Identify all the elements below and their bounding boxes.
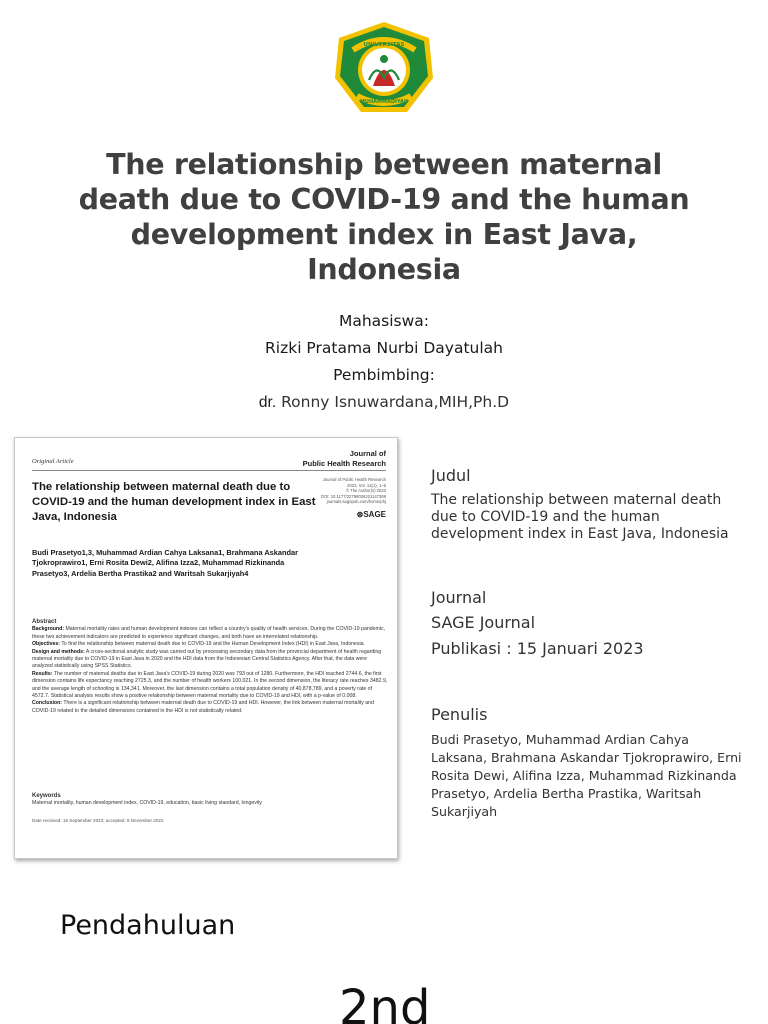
meta-line: Journal of Public Health Research	[322, 477, 386, 482]
journal-label: Journal	[431, 588, 487, 607]
abstract-design: Design and methods: A cross-sectional analytic study was carried out by processing secondary data from the provincial department of health regarding maternal mortality due to COVID-19 in East Java in 2020 and the HDI data from the Indonesian Central Statistics Agency. After that, the data were analyzed statistically using SPSS Statistics.	[32, 648, 382, 670]
student-label: Mahasiswa:	[338, 312, 430, 330]
abstract-background: Background: Maternal mortality rates and human development indexes can reflect a country's quality of health services. During the COVID-19 pandemic, these two achievement indicators are predicted to experience significant changes, and both have an interrelated relationship.	[32, 626, 386, 640]
student-name: Rizki Pratama Nurbi Dayatulah	[265, 339, 503, 357]
penulis-label: Penulis	[431, 705, 488, 724]
paper-thumbnail	[14, 437, 398, 859]
journal-name-line2: Public Health Research	[302, 459, 386, 468]
meta-line: DOI: 10.1177/22799036221147369	[320, 493, 386, 499]
abstract-objectives: Objectives: To find the relationship between maternal death due to COVID-19 and the Human Development Index (HDI) in East Java, Indonesia.	[32, 641, 365, 648]
journal-value: SAGE Journal	[431, 613, 536, 632]
abstract-results: Results: The number of maternal deaths due to East Java's COVID-19 during 2020 was 793 out of 1280. Furthermore, the HDI reached 2744.6, the first dimension contains life expectancy reaching 2725.3, and the number of health workers 100,021. In the second dimension, the literacy rate reaches 3482.9, and the average length of schooling is 134,341. Moreover, the last dimension contains a total population density of 40,878,789, and a poverty rate of 4572.7. Statistical analysis results show a positive relationship between maternal mortality due to COVID-19 and HDI, with a p-value of 0.008.	[32, 670, 388, 700]
supervisor-line	[0, 389, 768, 416]
publisher-logo: ⊛SAGE	[356, 510, 386, 519]
paper-abstract	[32, 619, 388, 715]
paper-title: The relationship between maternal death due to COVID-19 and the human development index in East Java, Indonesia	[32, 481, 316, 523]
paper-dates: Date received: 16 September 2022; accepted: 8 December 2022	[32, 818, 164, 823]
page-title: The relationship between maternal death due to COVID-19 and the human development index in East Java, Indonesia	[78, 148, 690, 286]
crest-top-text: UNIVERSITAS	[363, 42, 405, 48]
article-type: Original Article	[32, 458, 74, 465]
meta-line: 2023, Vol. 12(1), 1–6	[347, 482, 386, 488]
penulis-value: Budi Prasetyo, Muhammad Ardian Cahya Laksana, Brahmana Askandar Tjokroprawiro, Erni Rosita Dewi, Alifina Izza, Muhammad Rizkinanda Prasetyo, Ardelia Bertha Prastika, Waritsah Sukarjiyah	[431, 732, 742, 819]
journal-name	[303, 449, 386, 469]
header-rule	[32, 470, 386, 471]
section-heading: Pendahuluan	[60, 910, 236, 941]
keywords-text: Maternal mortality, human development index, COVID-19, education, basic living standard, longevity	[32, 800, 262, 807]
paper-keywords	[32, 793, 388, 808]
abstract-conclusion: Conclusion: There is a significant relationship between maternal death due to COVID-19 and HDI. However, the link between maternal mortality and COVID-19 related to the detailed dimensions contained in the HDI is not statistically related.	[32, 700, 374, 714]
publisher-name: SAGE	[363, 510, 386, 519]
keywords-heading: Keywords	[32, 793, 61, 799]
meta-line: © The Author(s) 2023	[345, 488, 386, 494]
publikasi-value: Publikasi : 15 Januari 2023	[431, 639, 644, 658]
university-crest-icon	[333, 20, 435, 118]
abstract-heading: Abstract	[32, 619, 57, 625]
credits-block	[0, 308, 768, 416]
judul-value: The relationship between maternal death due to COVID-19 and the human development index in East Java, Indonesia	[431, 492, 729, 542]
university-logo	[333, 20, 435, 118]
supervisor-name: Ronny Isnuwardana,MIH,Ph.D	[276, 393, 510, 411]
crest-bottom-text: MUHAMMADIYAH	[359, 99, 409, 105]
paper-meta	[286, 477, 386, 505]
judul-label: Judul	[431, 466, 471, 485]
slide-number-text: 2nd	[339, 980, 431, 1024]
paper-authors: Budi Prasetyo1,3, Muhammad Ardian Cahya Laksana1, Brahmana Askandar Tjokroprawiro1, Erni Rosita Dewi2, Alifina Izza2, Muhammad Rizkinanda Prasetyo3, Ardelia Bertha Prastika2 and Waritsah Sukarjiyah4	[32, 548, 299, 578]
journal-name-line1: Journal of	[349, 449, 386, 458]
supervisor-label: Pembimbing:	[333, 366, 435, 384]
supervisor-prefix: dr.	[258, 394, 277, 411]
meta-line: journals.sagepub.com/home/phj	[326, 499, 386, 505]
